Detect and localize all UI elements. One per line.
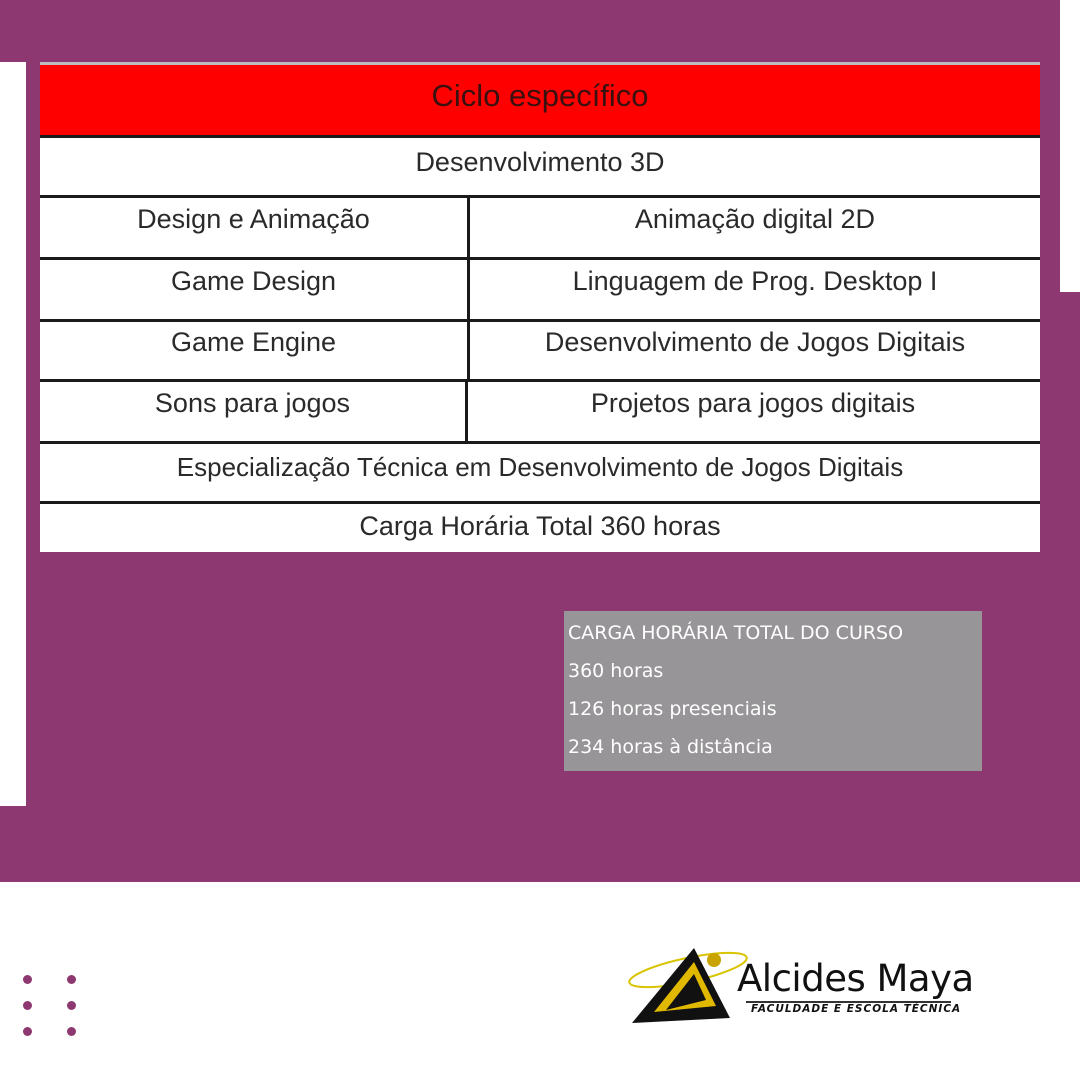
decorative-dots (23, 975, 77, 1036)
table-row (40, 322, 1040, 382)
decorative-strip-right (1060, 0, 1080, 292)
dot (67, 975, 76, 984)
total-hours: 360 horas (568, 660, 664, 682)
dot (67, 1001, 76, 1010)
module-title-row (40, 138, 1040, 198)
subject-cell: Game Design (40, 260, 470, 319)
dot (23, 1001, 32, 1010)
subject-cell: Game Engine (40, 322, 470, 379)
dot (23, 975, 32, 984)
table-row (40, 382, 1040, 444)
subject-cell: Linguagem de Prog. Desktop I (572, 266, 938, 296)
specialization-row (40, 444, 1040, 504)
table-header: Ciclo específico (40, 62, 1040, 138)
dot (23, 1027, 32, 1036)
subject-cell: Design e Animação (40, 198, 470, 257)
brand-tagline: FACULDADE E ESCOLA TÉCNICA (751, 1003, 962, 1015)
total-hours-text: Carga Horária Total 360 horas (359, 510, 721, 541)
subject-cell: Projetos para jogos digitais (590, 388, 916, 418)
subject-cell: Desenvolvimento de Jogos Digitais (544, 327, 966, 357)
table-row (40, 260, 1040, 322)
dot (67, 1027, 76, 1036)
curriculum-table (40, 62, 1040, 552)
subject-cell: Sons para jogos (40, 382, 468, 441)
table-row (40, 198, 1040, 260)
brand-logo (626, 940, 974, 1030)
subject-cell: Animação digital 2D (634, 204, 876, 234)
specialization-title: Especialização Técnica em Desenvolvimento de Jogos Digitais (176, 452, 904, 482)
brand-name: Alcides Maya (737, 957, 974, 1000)
distance-hours: 234 horas à distância (568, 736, 773, 758)
presential-hours: 126 horas presenciais (568, 698, 777, 720)
course-hours-box (564, 611, 982, 771)
decorative-strip-left (0, 62, 26, 806)
info-box-title: CARGA HORÁRIA TOTAL DO CURSO (568, 622, 904, 644)
total-row (40, 504, 1040, 552)
module-title: Desenvolvimento 3D (415, 147, 665, 177)
